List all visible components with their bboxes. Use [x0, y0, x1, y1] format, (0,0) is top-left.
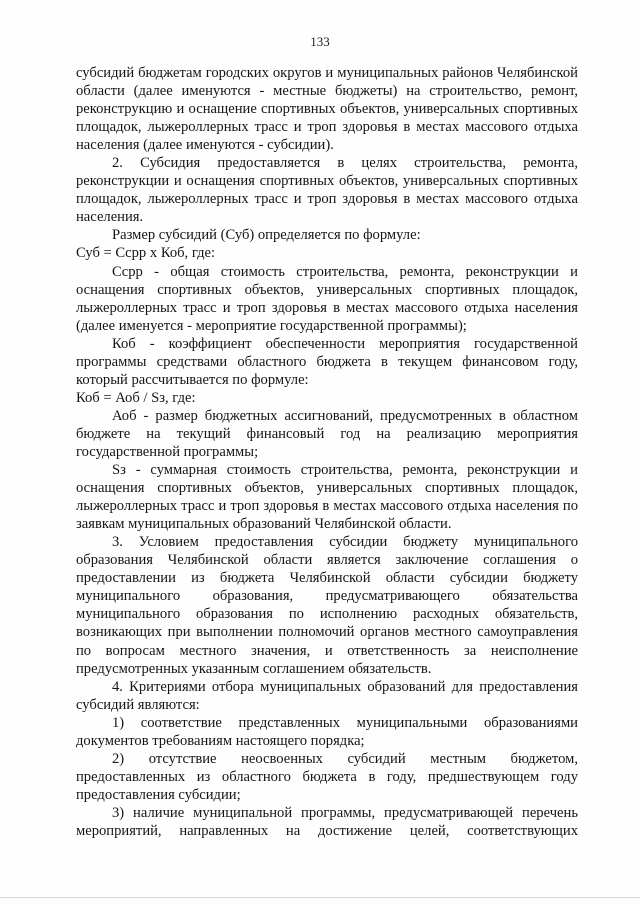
- paragraph-item-3: 3. Условием предоставления субсидии бюджету муниципального образования Челябинской области является заключение соглашения о предоставлении из бюджета Челябинской области субсидии бюджету муниципального образования, предусматривающего обязательства муниципального образования по исполнению расходных обязательств, возникающих при выполнении полномочий органов местного самоуправления по вопросам местного значения, и ответственность за неисполнение предусмотренных указанным соглашением обязательств.: [76, 534, 578, 677]
- paragraph-criterion-3: 3) наличие муниципальной программы, предусматривающей перечень мероприятий, направленных на достижение целей, соответствующих: [76, 804, 578, 839]
- page-number: 133: [310, 34, 330, 49]
- paragraph-formula-intro: Размер субсидий (Суб) определяется по формуле:: [112, 227, 421, 244]
- paragraph-item-2: 2. Субсидия предоставляется в целях строительства, ремонта, реконструкции и оснащения спортивных объектов, универсальных спортивных площадок, лыжероллерных трасс и троп здоровья в местах массового отдыха населения.: [76, 155, 578, 226]
- paragraph-criterion-1: 1) соответствие представленных муниципальными образованиями документов требованиям настоящего порядка;: [76, 714, 578, 749]
- paragraph-item-4: 4. Критериями отбора муниципальных образований для предоставления субсидий являются:: [76, 678, 578, 713]
- paragraph-subsidies-intro: субсидий бюджетам городских округов и муниципальных районов Челябинской области (далее именуются - местные бюджеты) на строительство, ремонт, реконструкцию и оснащение спортивных объектов, универсальных спортивных площадок, лыжероллерных трасс и троп здоровья в местах массового отдыха населения (далее именуются - субсидии).: [76, 65, 578, 154]
- paragraph-sz-definition: Sз - суммарная стоимость строительства, ремонта, реконструкции и оснащения спортивных объектов, универсальных спортивных площадок, лыжероллерных трасс и троп здоровья в местах массового отдыха населения по заявкам муниципальных образований Челябинской области.: [76, 462, 578, 533]
- formula-kob: Коб = Аоб / Sз, где:: [76, 389, 196, 406]
- paragraph-kob-definition: Коб - коэффициент обеспеченности мероприятия государственной программы средствами областного бюджета в текущем финансовом году, который рассчитывается по формуле:: [76, 335, 578, 388]
- document-body: [76, 64, 578, 840]
- paragraph-aob-definition: Аоб - размер бюджетных ассигнований, предусмотренных в областном бюджете на текущий финансовый год на реализацию мероприятия государственной программы;: [76, 407, 578, 460]
- formula-sub: Суб = Сcрр x Коб, где:: [76, 245, 216, 262]
- paragraph-csrr-definition: Сcрр - общая стоимость строительства, ремонта, реконструкции и оснащения спортивных объектов, универсальных спортивных площадок, лыжероллерных трасс и троп здоровья в местах массового отдыха населения (далее именуется - мероприятие государственной программы);: [76, 263, 578, 334]
- paragraph-criterion-2: 2) отсутствие неосвоенных субсидий местным бюджетом, предоставленных из областного бюджета в году, предшествующем году предоставления субсидии;: [76, 750, 578, 803]
- page-bottom-edge: [0, 897, 640, 898]
